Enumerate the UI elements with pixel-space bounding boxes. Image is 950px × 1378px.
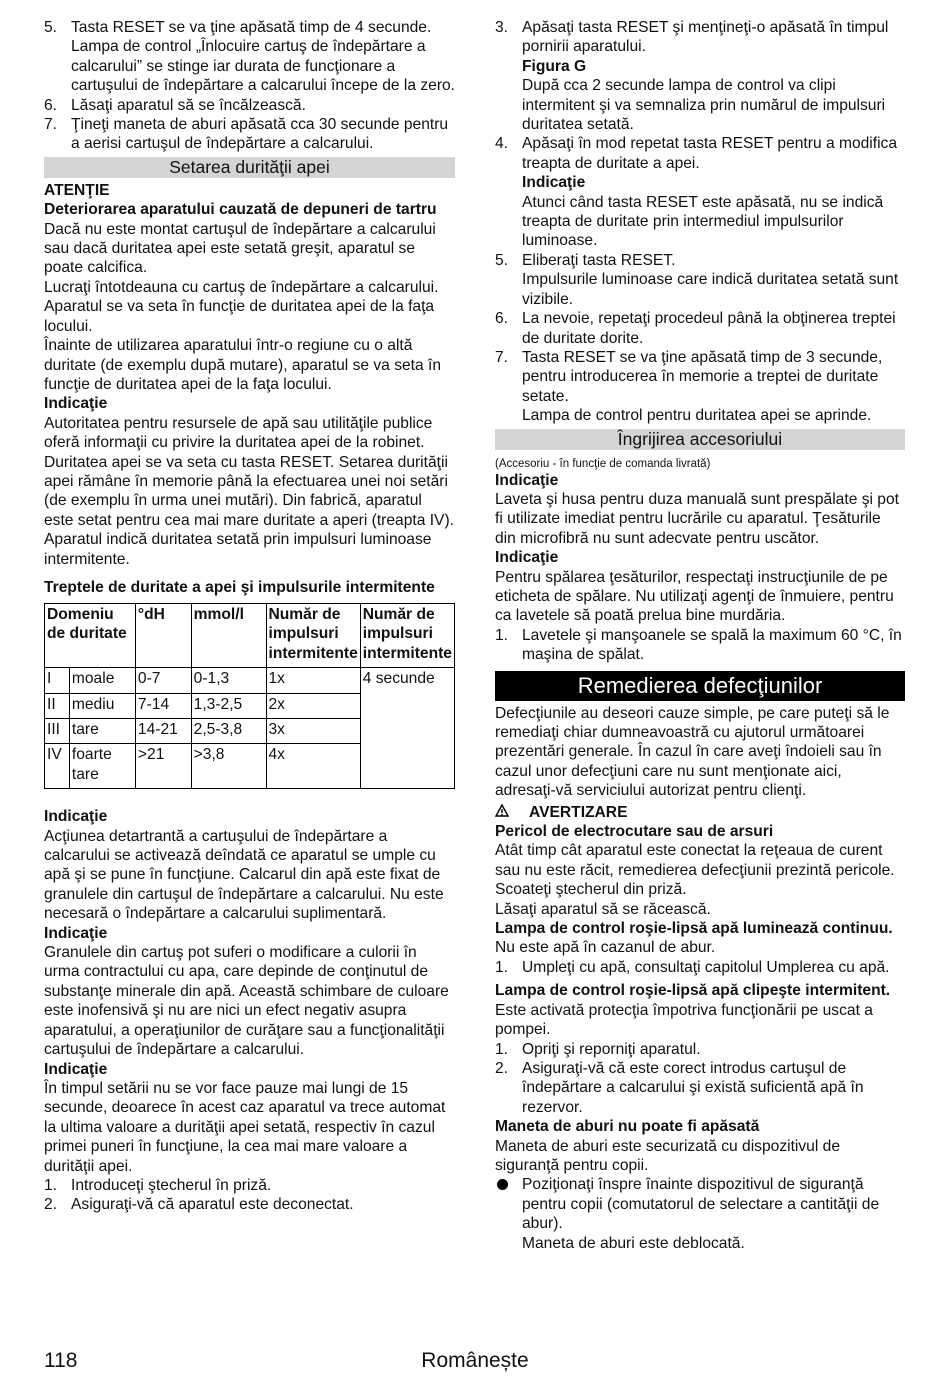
table-header: Domeniu de duritate	[45, 603, 136, 667]
attention-title: Deteriorarea aparatului cauzată de depuneri de tartru	[44, 201, 437, 219]
note-title: Indicaţie	[522, 174, 586, 192]
table-cell: >3,8	[191, 744, 266, 789]
table-cell: 1,3-2,5	[191, 693, 266, 718]
list-item: 3. Apăsaţi tasta RESET şi menţineţi-o apăsată în timpul pornirii aparatului.	[495, 19, 889, 56]
paragraph: Scoateţi ştecherul din priză.	[495, 881, 687, 899]
list-item: 5. Eliberaţi tasta RESET.	[495, 251, 676, 269]
paragraph: Nu este apă în cazanul de abur.	[495, 939, 716, 957]
note-title: Indicaţie	[495, 549, 559, 567]
table-header: mmol/l	[191, 603, 266, 667]
table-title: Treptele de duritate a apei şi impulsurile intermitente	[44, 578, 435, 596]
table-header-row	[45, 603, 455, 667]
note-text: Laveta şi husa pentru duza manuală sunt prespălate şi pot fi utilizate imediat pentru lucrările cu aparatul. Ţesăturile din microfibră nu sunt adecvate pentru uscător.	[495, 490, 899, 547]
note-text: Pentru spălarea ţesăturilor, respectaţi instrucţiunile de pe eticheta de spălare. Nu utilizaţi agenţi de înmuiere, pentru ca lavetele să poată prelua bine murdăria.	[495, 568, 894, 625]
bullet-item: Poziţionaţi înspre înainte dispozitivul de siguranţă pentru copii (comutatorul de selectare a cantităţii de abur).	[495, 1175, 905, 1233]
accessory-note: (Accesoriu - în funcţie de comanda livrată)	[495, 457, 711, 470]
table-header: °dH	[135, 603, 191, 667]
paragraph: Înainte de utilizarea aparatului într-o regiune cu o altă duritate (de exemplu după mutare), aparatul se va seta în funcţie de duritatea apei de la faţa locului.	[44, 337, 442, 393]
list-item: 2. Asiguraţi-vă că este corect introdus cartuşul de îndepărtare a calcarului şi există suficientă apă în rezervor.	[495, 1059, 864, 1116]
table-cell: 2x	[266, 693, 360, 718]
table-cell: 7-14	[135, 693, 191, 718]
table-row	[45, 668, 455, 693]
section-heading-troubleshooting: Remedierea defecţiunilor	[495, 671, 905, 701]
step-note: Maneta de aburi este deblocată.	[522, 1234, 745, 1252]
step-note: Impulsurile luminoase care indică duritatea setată sunt vizibile.	[522, 271, 899, 308]
paragraph: Lucraţi întotdeauna cu cartuş de îndepărtare a calcarului.	[44, 278, 439, 296]
warning-title: Pericol de electrocutare sau de arsuri	[495, 823, 774, 841]
table-cell: 4x	[266, 744, 360, 789]
note-title: Indicaţie	[44, 1060, 108, 1078]
footer-language: Românește	[421, 1349, 529, 1372]
table-cell: 0-7	[135, 668, 191, 693]
hardness-table	[44, 603, 455, 789]
paragraph: Dacă nu este montat cartuşul de îndepărtare a calcarului sau dacă duritatea apei este setată greşit, aparatul se poate calcifica.	[44, 220, 436, 277]
table-cell: 0-1,3	[191, 668, 266, 693]
note-text: În timpul setării nu se vor face pauze mai lungi de 15 secunde, deoarece în acest caz aparatul va trece automat la ultima valoare a durităţii apei setată, respectiv în cazul primei puneri în funcţiune, la cea mai mare valoare a durităţii apei.	[44, 1079, 446, 1175]
note-text: Acţiunea detartrantă a cartuşului de îndepărtare a calcarului se activează deîndată ce aparatul se umple cu apă şi se pune în funcţiune. Calcarul din apă este fixat de granulele din cartuşul de îndepărtare a calcarului. Nu este necesară o îndepărtare a calcarului suplimentară.	[44, 827, 444, 923]
list-item: 4. Apăsaţi în mod repetat tasta RESET pentru a modifica treapta de duritate a apei.	[495, 135, 898, 172]
list-item: 6. Lăsaţi aparatul să se încălzească.	[44, 96, 306, 114]
table-cell: foarte tare	[69, 744, 135, 789]
paragraph: Duritatea apei se va seta cu tasta RESET. Setarea durităţii apei rămâne în memorie până la efectuarea unei noi setări (de exemplu în urma unei mutări). Din fabrică, aparatul este setat pentru cea mai mare duritate a aperi (treapta IV). Aparatul indică duritatea setată prin impulsuri luminoase intermitente.	[44, 453, 454, 568]
paragraph: Lăsaţi aparatul să se răcească.	[495, 900, 711, 918]
note-title: Indicaţie	[495, 471, 559, 489]
figure-reference: Figura G	[522, 57, 587, 75]
table-header: Număr de impulsuri intermitente	[266, 603, 360, 667]
left-column	[44, 18, 455, 1215]
list-item: 1. Opriţi şi reporniţi aparatul.	[495, 1040, 701, 1058]
note-title: Indicaţie	[44, 924, 108, 942]
attention-label: ATENŢIE	[44, 181, 110, 199]
right-column	[495, 18, 905, 1253]
paragraph: Aparatul se va seta în funcţie de duritatea apei de la faţa locului.	[44, 298, 435, 335]
table-cell: 1x	[266, 668, 360, 693]
table-cell: II	[45, 693, 70, 718]
note-title: Indicaţie	[44, 808, 108, 826]
table-cell: III	[45, 719, 70, 744]
note-title: Indicaţie	[44, 395, 108, 413]
step-note: Lampa de control „Înlocuire cartuş de îndepărtare a calcarului” se stinge iar durata de funcţionare a cartuşului de îndepărtare a calcarului începe de la zero.	[71, 38, 456, 95]
warning-triangle-icon	[495, 803, 515, 822]
section-heading-care: Îngrijirea accesoriului	[495, 429, 905, 450]
list-item: 7. Tasta RESET se va ţine apăsată timp de 3 secunde, pentru introducerea în memorie a treptei de duritate setate.	[495, 348, 883, 405]
list-item: 1. Introduceţi ştecherul în priză.	[44, 1176, 272, 1194]
table-cell-duration: 4 secunde	[360, 668, 454, 789]
table-cell: 3x	[266, 719, 360, 744]
list-item: 6. La nevoie, repetaţi procedeul până la obţinerea treptei de duritate dorite.	[495, 310, 896, 347]
section-heading-hardness: Setarea durităţii apei	[44, 157, 455, 178]
list-item: 7. Ţineţi maneta de aburi apăsată cca 30 secunde pentru a aerisi cartuşul de îndepărtare a calcarului.	[44, 116, 449, 153]
table-header: Număr de impulsuri intermitente	[360, 603, 454, 667]
paragraph: Este activată protecţia împotriva funcţionării pe uscat a pompei.	[495, 1001, 873, 1039]
page-number: 118	[44, 1349, 78, 1372]
step-note: După cca 2 secunde lampa de control va clipi intermitent şi va semnaliza prin numărul de impulsuri duritatea setată.	[522, 77, 886, 134]
note-text: Atunci când tasta RESET este apăsată, nu se indică treapta de duritate prin intermediul impulsurilor luminoase.	[522, 193, 884, 250]
list-item: 1. Lavetele şi manşoanele se spală la maximum 60 °C, în maşina de spălat.	[495, 626, 902, 664]
fault-title: Maneta de aburi nu poate fi apăsată	[495, 1118, 760, 1136]
paragraph: Defecţiunile au deseori cauze simple, pe care puteţi să le remediaţi chiar dumneavoastră cu ajutorul următoarei prezentări generale. În cazul în care aveţi îndoieli sau în cazul unor defecţiuni care nu sunt menţionate aici, adresaţi-vă serviciului autorizat pentru clienţi.	[495, 704, 890, 800]
fault-title: Lampa de control roşie-lipsă apă clipeşte intermitent.	[495, 982, 891, 1000]
note-text: Granulele din cartuş pot suferi o modificare a culorii în urma contractului cu apa, care depinde de conţinutul de substanţe minerale din apă. Această schimbare de culoare este inofensivă şi nu are nici un efect negativ asupra aparatului, a operaţiunilor de curăţare sau a funcţionalităţii cartuşului de îndepărtare a calcarului.	[44, 944, 449, 1059]
table-cell: moale	[69, 668, 135, 693]
table-cell: mediu	[69, 693, 135, 718]
table-cell: 2,5-3,8	[191, 719, 266, 744]
list-item: 1. Umpleţi cu apă, consultaţi capitolul Umplerea cu apă.	[495, 958, 890, 976]
note-text: Autoritatea pentru resursele de apă sau utilităţile publice oferă informaţii cu privire la duritatea apei de la robinet.	[44, 414, 433, 452]
paragraph: Maneta de aburi este securizată cu dispozitivul de siguranţă pentru copii.	[495, 1137, 840, 1174]
table-cell: IV	[45, 744, 70, 789]
step-note: Lampa de control pentru duritatea apei se aprinde.	[522, 407, 872, 425]
table-cell: I	[45, 668, 70, 693]
table-cell: >21	[135, 744, 191, 789]
list-item: 2. Asiguraţi-vă că aparatul este deconectat.	[44, 1196, 354, 1214]
paragraph: Atât timp cât aparatul este conectat la reţeaua de curent sau nu este răcit, remedierea defecţiunii prezintă pericole.	[495, 842, 895, 879]
table-cell: tare	[69, 719, 135, 744]
fault-title: Lampa de control roşie-lipsă apă luminează continuu.	[495, 920, 893, 938]
list-item: 5. Tasta RESET se va ţine apăsată timp de 4 secunde.	[44, 19, 432, 36]
table-cell: 14-21	[135, 719, 191, 744]
bullet-icon	[495, 1175, 522, 1233]
warning-label: AVERTIZARE	[495, 803, 905, 822]
